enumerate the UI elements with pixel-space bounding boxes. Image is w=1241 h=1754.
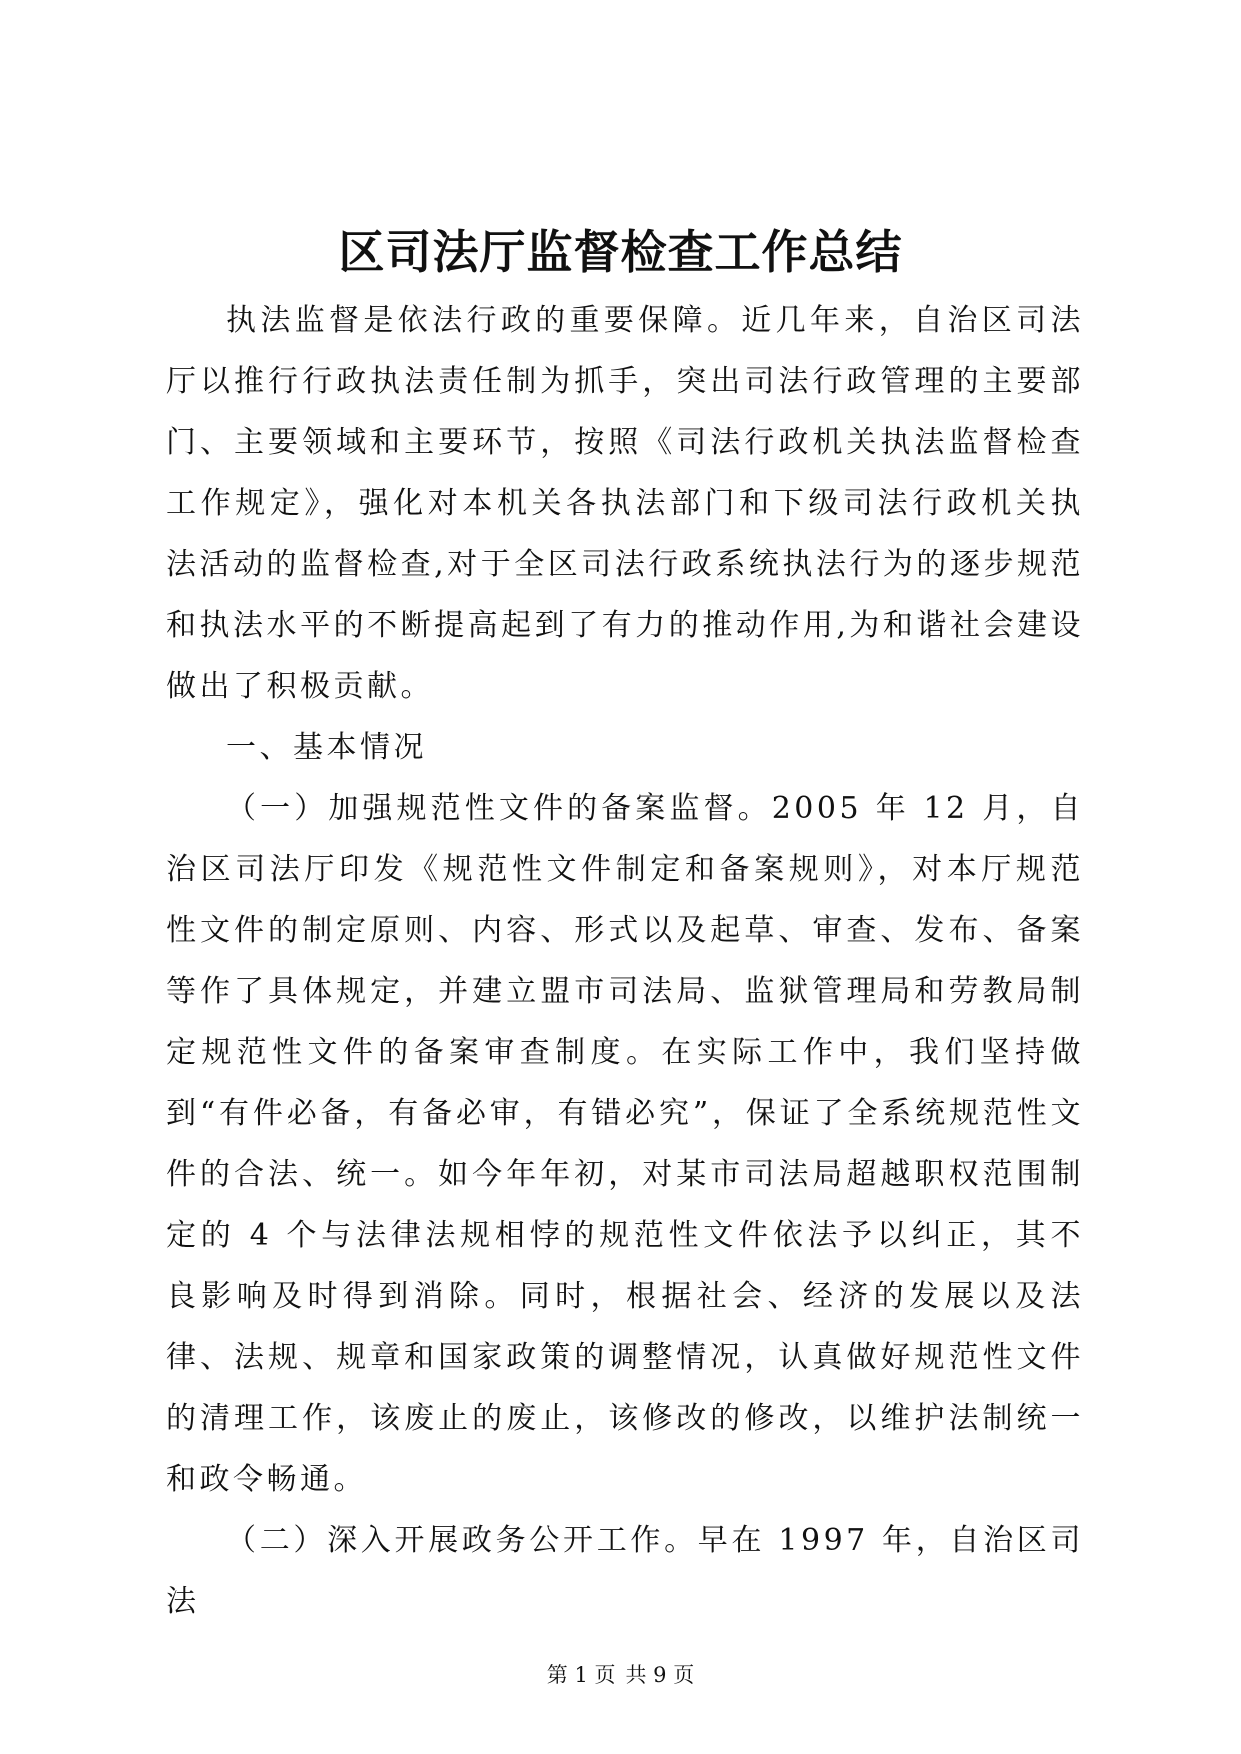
page-total: 共 9 页 — [625, 1663, 695, 1687]
paragraph-section-1: （一）加强规范性文件的备案监督。2005 年 12 月，自治区司法厅印发《规范性文件制定和备案规则》，对本厅规范性文件的制定原则、内容、形式以及起草、审查、发布、备案等作了具体规定，并建立盟市司法局、监狱管理局和劳教局制定规范性文件的备案审查制度。在实际工作中，我们坚持做到“有件必备，有备必审，有错必究”，保证了全系统规范性文件的合法、统一。如今年年初，对某市司法局超越职权范围制定的 4 个与法律法规相悖的规范性文件依法予以纠正，其不良影响及时得到消除。同时，根据社会、经济的发展以及法律、法规、规章和国家政策的调整情况，认真做好规范性文件的清理工作，该废止的废止，该修改的修改，以维护法制统一和政令畅通。 — [166, 791, 1084, 1497]
page-footer — [0, 1661, 1241, 1689]
paragraph-section-2: （二）深入开展政务公开工作。早在 1997 年，自治区司法 — [166, 1523, 1084, 1619]
page-number: 第 1 页 — [546, 1663, 616, 1687]
paragraph-intro: 执法监督是依法行政的重要保障。近几年来，自治区司法厅以推行行政执法责任制为抓手，突出司法行政管理的主要部门、主要领域和主要环节，按照《司法行政机关执法监督检查工作规定》，强化对本机关各执法部门和下级司法行政机关执法活动的监督检查,对于全区司法行政系统执法行为的逐步规范和执法水平的不断提高起到了有力的推动作用,为和谐社会建设做出了积极贡献。 — [166, 303, 1084, 704]
document-title: 区司法厅监督检查工作总结 — [338, 225, 903, 279]
section-heading-basic-situation: 一、基本情况 — [226, 730, 427, 765]
document-body — [166, 290, 1084, 1632]
